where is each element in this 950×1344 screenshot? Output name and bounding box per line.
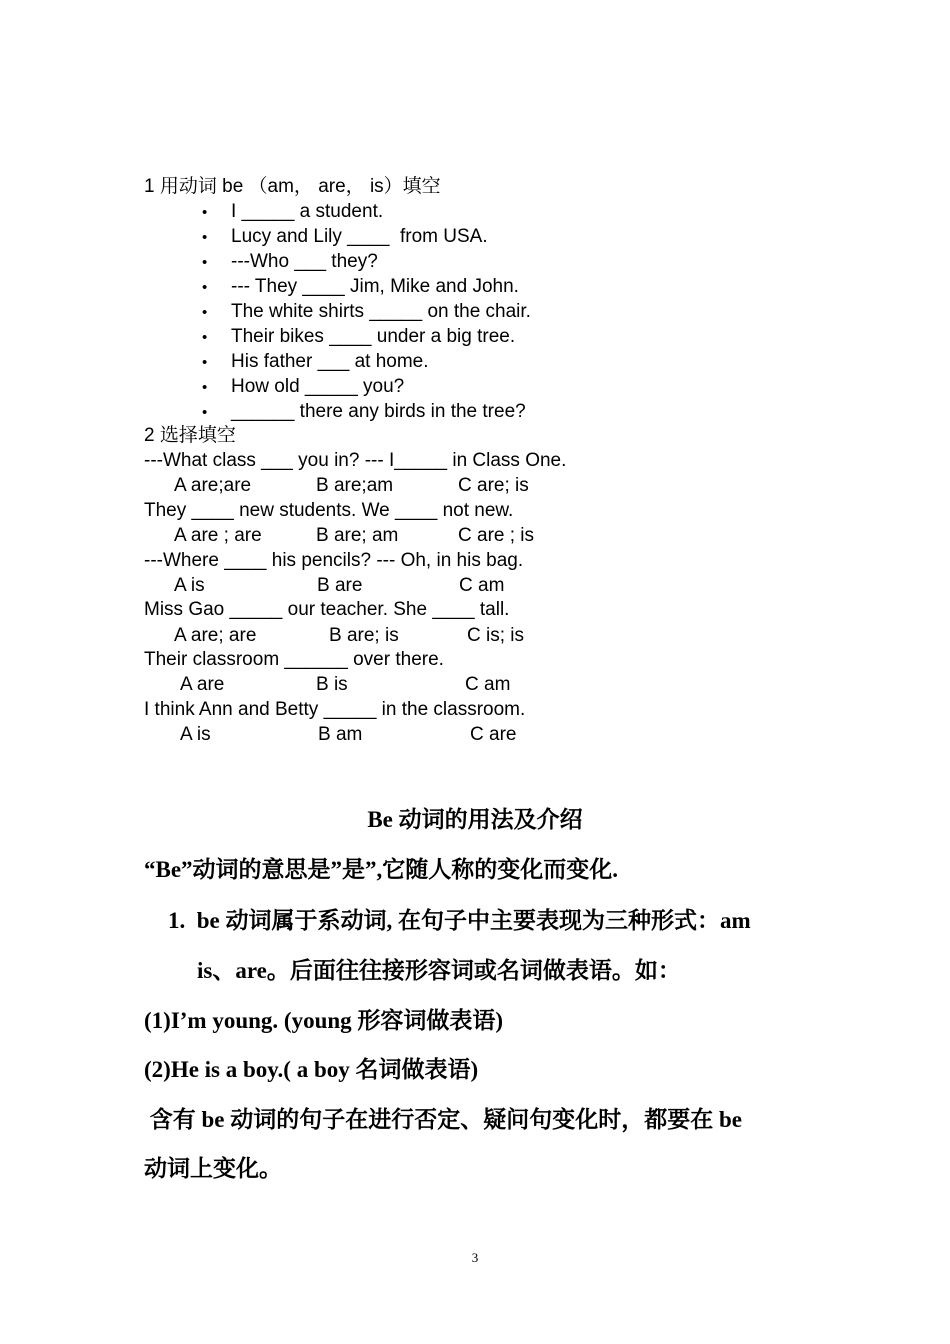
list-item: ---Who ___ they? <box>231 251 378 272</box>
option-c: C is; is <box>467 625 524 646</box>
point1-line2: is、are。后面往往接形容词或名词做表语。如： <box>197 958 681 983</box>
example-1: (1)I’m young. (young 形容词做表语) <box>144 1008 504 1033</box>
note-line1: 含有 be 动词的句子在进行否定、疑问句变化时，都要在 be <box>144 1107 742 1132</box>
list-item: How old _____ you? <box>231 376 405 397</box>
bullet: • <box>202 254 208 271</box>
list-item: Their bikes ____ under a big tree. <box>231 326 516 347</box>
question-text: ---What class ___ you in? --- I_____ in Class One. <box>144 450 567 471</box>
bullet: • <box>202 379 208 396</box>
option-c: C are ; is <box>458 525 535 546</box>
question-text: ---Where ____ his pencils? --- Oh, in his bag. <box>144 550 524 571</box>
article-intro: “Be”动词的意思是”是”,它随人称的变化而变化. <box>144 857 619 882</box>
option-a: A is <box>180 724 211 745</box>
option-b: B are;am <box>316 475 394 496</box>
option-c: C are; is <box>458 475 529 496</box>
example-2: (2)He is a boy.( a boy 名词做表语) <box>144 1057 479 1082</box>
option-c: C are <box>470 724 517 745</box>
article-title: Be 动词的用法及介绍 <box>367 807 583 832</box>
bullet: • <box>202 404 208 421</box>
note-line2: 动词上变化。 <box>144 1156 282 1181</box>
option-b: B am <box>318 724 363 745</box>
section2-heading: 2 选择填空 <box>144 425 236 446</box>
option-a: A is <box>174 575 205 596</box>
option-b: B are <box>317 575 363 596</box>
option-b: B is <box>316 674 348 695</box>
question-text: I think Ann and Betty _____ in the classroom. <box>144 699 526 720</box>
bullet: • <box>202 204 208 221</box>
list-item: The white shirts _____ on the chair. <box>231 301 531 322</box>
point1-line1: 1. be 动词属于系动词, 在句子中主要表现为三种形式：am <box>168 908 751 933</box>
question-text: They ____ new students. We ____ not new. <box>144 500 514 521</box>
option-a: A are <box>180 674 225 695</box>
list-item: I _____ a student. <box>231 201 384 222</box>
list-item: His father ___ at home. <box>231 351 429 372</box>
list-item: ______ there any birds in the tree? <box>231 401 526 422</box>
question-text: Their classroom ______ over there. <box>144 649 444 670</box>
option-a: A are; are <box>174 625 257 646</box>
page-number: 3 <box>471 1250 479 1265</box>
question-text: Miss Gao _____ our teacher. She ____ tall. <box>144 599 510 620</box>
bullet: • <box>202 229 208 246</box>
option-b: B are; is <box>329 625 399 646</box>
option-a: A are;are <box>174 475 252 496</box>
bullet: • <box>202 329 208 346</box>
bullet: • <box>202 279 208 296</box>
option-a: A are ; are <box>174 525 262 546</box>
option-c: C am <box>465 674 511 695</box>
list-item: --- They ____ Jim, Mike and John. <box>231 276 519 297</box>
list-item: Lucy and Lily ____ from USA. <box>231 226 488 247</box>
option-c: C am <box>459 575 505 596</box>
section1-heading: 1 用动词 be （am， are， is）填空 <box>144 176 441 197</box>
bullet: • <box>202 304 208 321</box>
bullet: • <box>202 354 208 371</box>
option-b: B are; am <box>316 525 399 546</box>
